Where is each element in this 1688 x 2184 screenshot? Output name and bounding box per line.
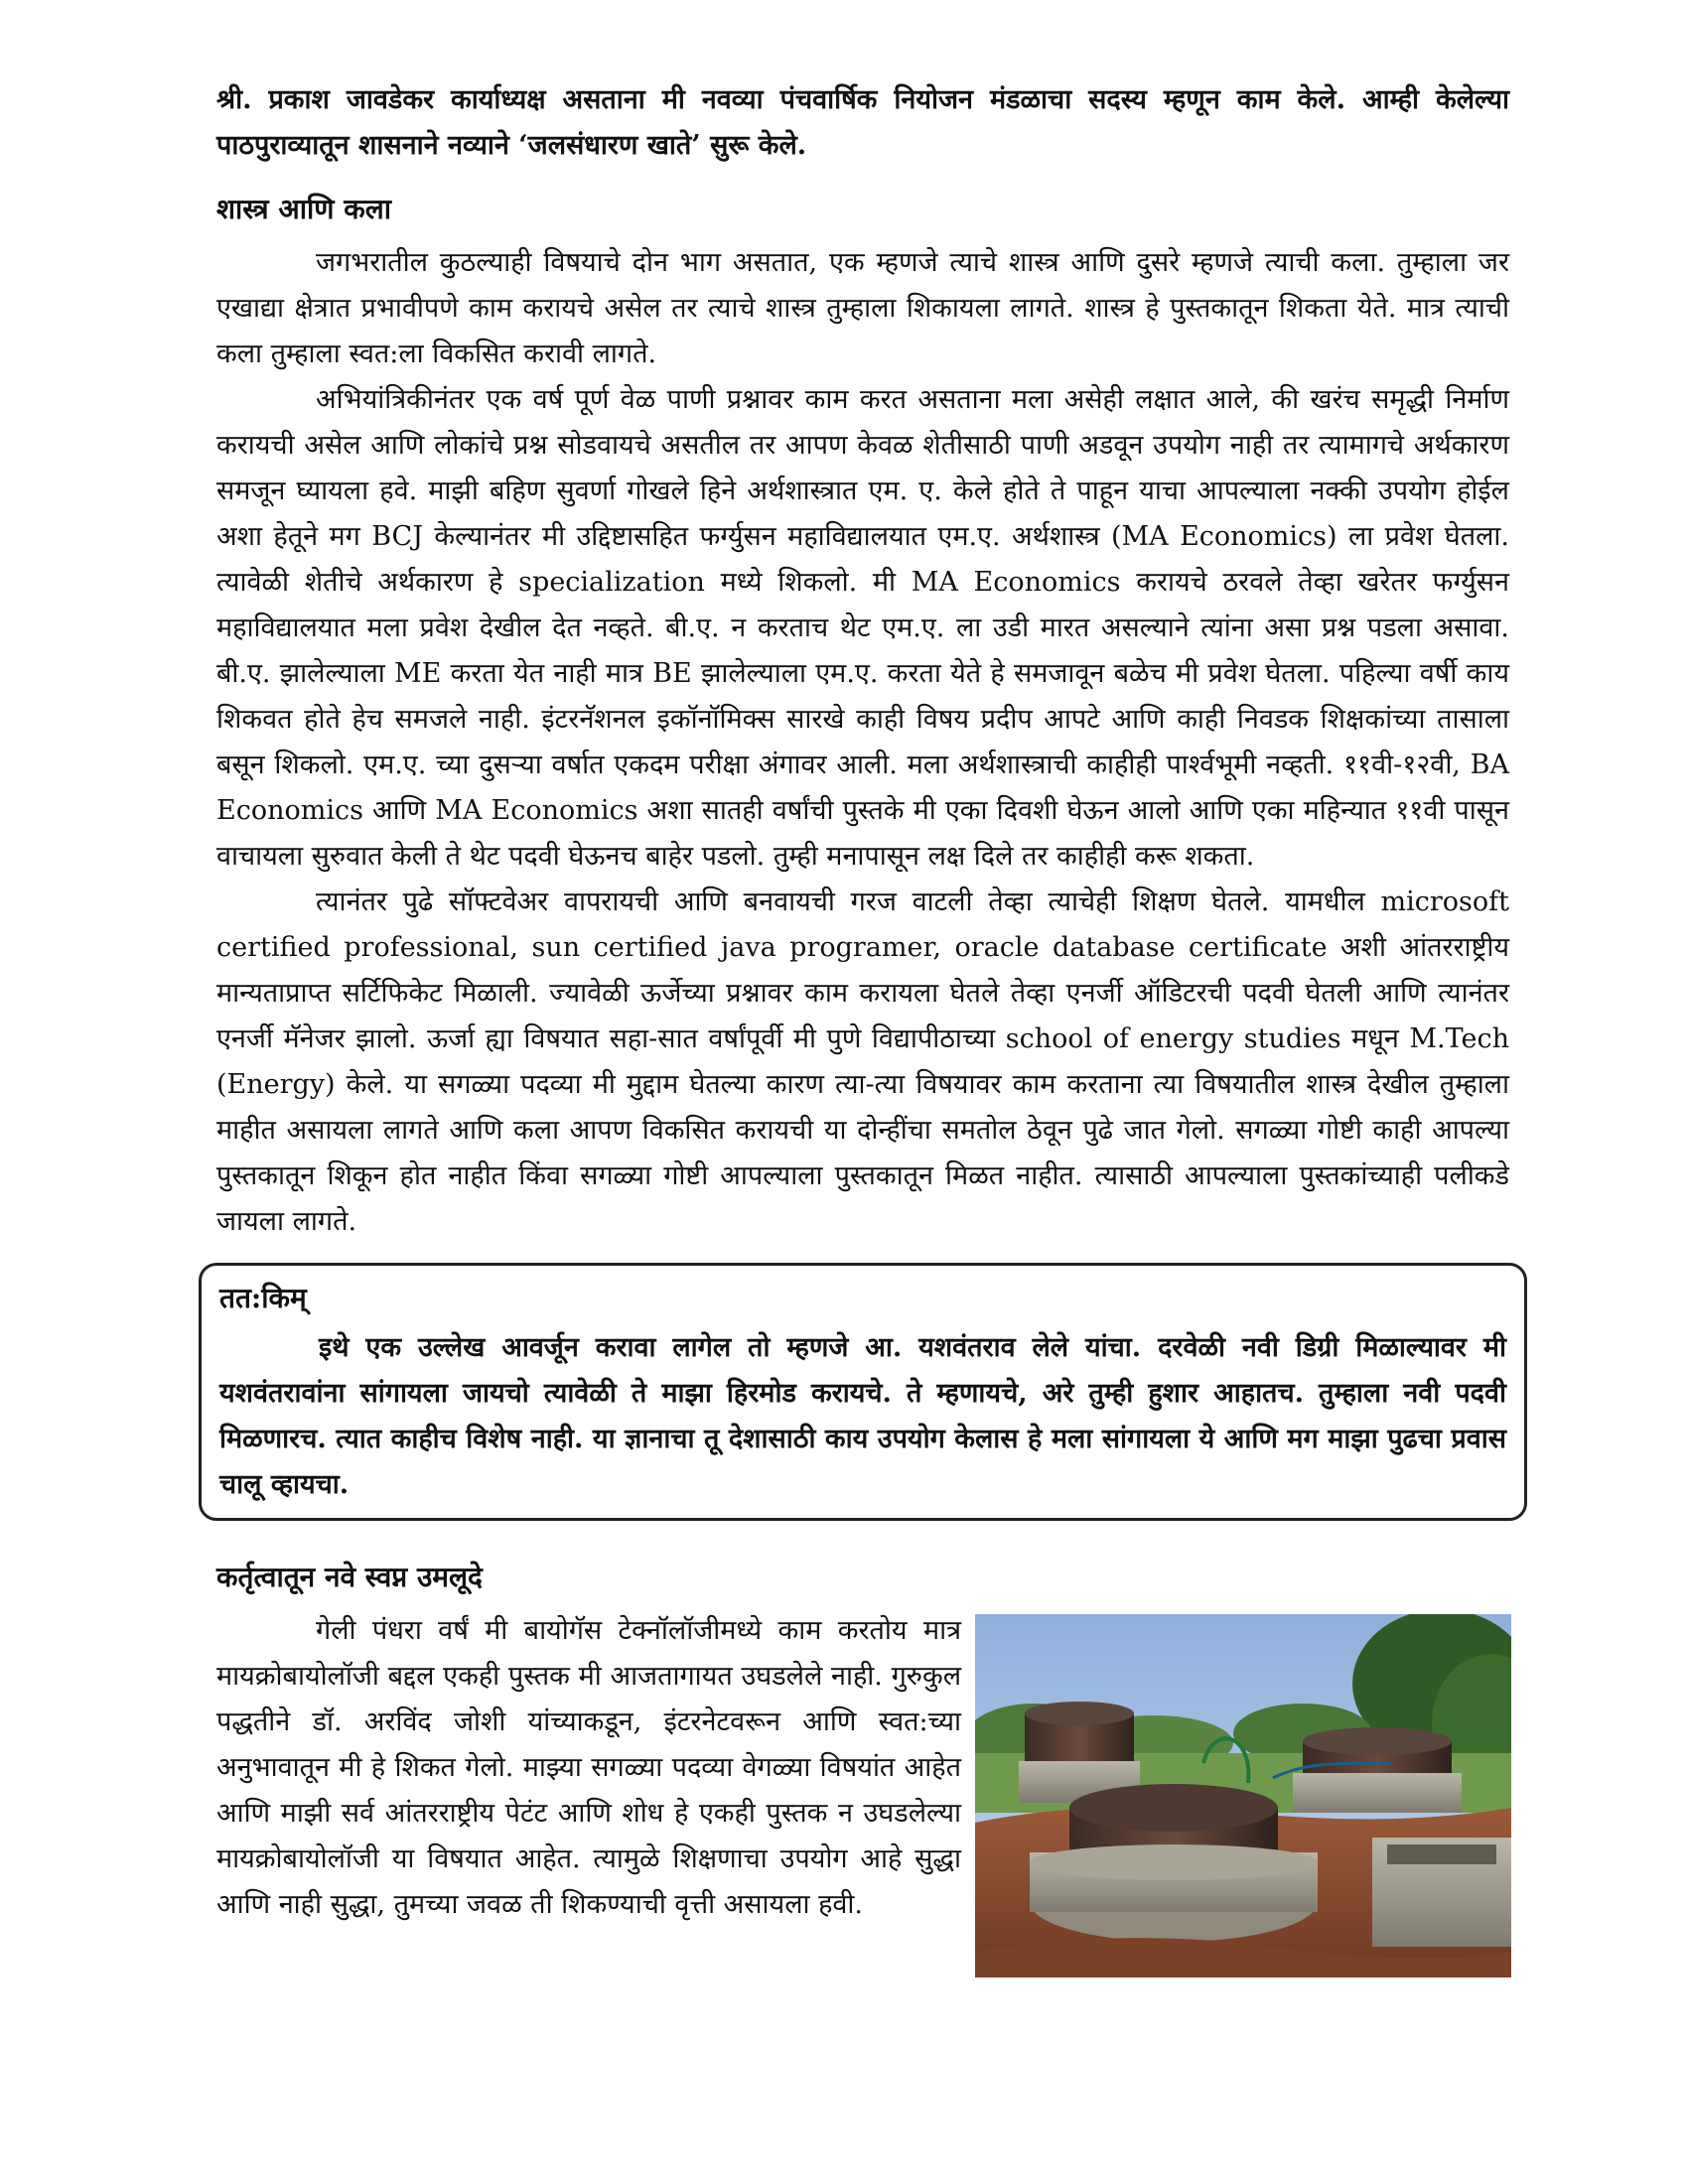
body-paragraph: अभियांत्रिकीनंतर एक वर्ष पूर्ण वेळ पाणी प्रश्नावर काम करत असताना मला असेही लक्षात आले, की खरंच समृद्धी निर्माण करायची असेल आणि लोकांचे प्रश्न सोडवायचे असतील तर आपण केवळ शेतीसाठी पाणी अडवून उपयोग नाही तर त्यामागचे अर्थकारण समजून घ्यायला हवे. माझी बहिण सुवर्णा गोखले हिने अर्थशास्त्रात एम. ए. केले होते ते पाहून याचा आपल्याला नक्की उपयोग होईल अशा हेतूने मग BCJ केल्यानंतर मी उद्दिष्टासहित फर्ग्युसन महाविद्यालयात एम.ए. अर्थशास्त्र (MA Economics) ला प्रवेश घेतला. त्यावेळी शेतीचे अर्थकारण हे specialization मध्ये शिकलो. मी MA Economics करायचे ठरवले तेव्हा खरेतर फर्ग्युसन महाविद्यालयात मला प्रवेश देखील देत नव्हते. बी.ए. न करताच थेट एम.ए. ला उडी मारत असल्याने त्यांना असा प्रश्न पडला असावा. बी.ए. झालेल्याला ME करता येत नाही मात्र BE झालेल्याला एम.ए. करता येते हे समजावून बळेच मी प्रवेश घेतला. पहिल्या वर्षी काय शिकवत होते हेच समजले नाही. इंटरनॅशनल इकॉनॉमिक्स सारखे काही विषय प्रदीप आपटे आणि काही निवडक शिक्षकांच्या तासाला बसून शिकलो. एम.ए. च्या दुसऱ्या वर्षात एकदम परीक्षा अंगावर आली. मला अर्थशास्त्राची काहीही पार्श्वभूमी नव्हती. ११वी-१२वी, BA Economics आणि MA Economics अशा सातही वर्षांची पुस्तके मी एका दिवशी घेऊन आलो आणि एका महिन्यात ११वी पासून वाचायला सुरुवात केली ते थेट पदवी घेऊनच बाहेर पडलो. तुम्ही मनापासून लक्ष दिले तर काहीही करू शकता.: [216, 384, 1509, 872]
section-heading-shastra-kala: शास्त्र आणि कला: [216, 193, 391, 225]
callout-title: तत:किम्: [219, 1282, 307, 1314]
callout-box: [199, 1263, 1527, 1521]
section-heading-kartutva: कर्तृत्वातून नवे स्वप्न उमलूदे: [216, 1561, 483, 1593]
biogas-plant-illustration: [975, 1614, 1511, 1978]
body-paragraph: त्यानंतर पुढे सॉफ्टवेअर वापरायची आणि बनवायची गरज वाटली तेव्हा त्याचेही शिक्षण घेतले. यामधील microsoft certified professional, sun certified java programer, oracle database certificate अशी आंतरराष्ट्रीय मान्यताप्राप्त सर्टिफिकेट मिळाली. ज्यावेळी ऊर्जेच्या प्रश्नावर काम करायला घेतले तेव्हा एनर्जी ऑडिटरची पदवी घेतली आणि त्यानंतर एनर्जी मॅनेजर झालो. ऊर्जा ह्या विषयात सहा-सात वर्षांपूर्वी मी पुणे विद्यापीठाच्या school of energy studies मधून M.Tech (Energy) केले. या सगळ्या पदव्या मी मुद्दाम घेतल्या कारण त्या-त्या विषयावर काम करताना त्या विषयातील शास्त्र देखील तुम्हाला माहीत असायला लागते आणि कला आपण विकसित करायची या दोन्हींचा समतोल ठेवून पुढे जात गेलो. सगळ्या गोष्टी काही आपल्या पुस्तकातून शिकून होत नाहीत किंवा सगळ्या गोष्टी आपल्याला पुस्तकातून मिळत नाहीत. त्यासाठी आपल्याला पुस्तकांच्याही पलीकडे जायला लागते.: [216, 887, 1509, 1237]
section2-body: [216, 1608, 1509, 1928]
biogas-plant-photo: [975, 1614, 1511, 1978]
document-page: [216, 77, 1509, 1928]
section2-text-column: [216, 1608, 961, 1928]
callout-text: इथे एक उल्लेख आवर्जून करावा लागेल तो म्हणजे आ. यशवंतराव लेले यांचा. दरवेळी नवी डिग्री मिळाल्यावर मी यशवंतरावांना सांगायला जायचो त्यावेळी ते माझा हिरमोड करायचे. ते म्हणायचे, अरे तुम्ही हुशार आहातच. तुम्हाला नवी पदवी मिळणारच. त्यात काहीच विशेष नाही. या ज्ञानाचा तू देशासाठी काय उपयोग केलास हे मला सांगायला ये आणि मग माझा पुढचा प्रवास चालू व्हायचा.: [219, 1332, 1506, 1500]
intro-paragraph: श्री. प्रकाश जावडेकर कार्याध्यक्ष असताना मी नवव्या पंचवार्षिक नियोजन मंडळाचा सदस्य म्हणून काम केले. आम्ही केलेल्या पाठपुराव्यातून शासनाने नव्याने ‘जलसंधारण खाते’ सुरू केले.: [216, 84, 1509, 161]
body-paragraph: जगभरातील कुठल्याही विषयाचे दोन भाग असतात, एक म्हणजे त्याचे शास्त्र आणि दुसरे म्हणजे त्याची कला. तुम्हाला जर एखाद्या क्षेत्रात प्रभावीपणे काम करायचे असेल तर त्याचे शास्त्र तुम्हाला शिकायला लागते. शास्त्र हे पुस्तकातून शिकता येते. मात्र त्याची कला तुम्हाला स्वत:ला विकसित करावी लागते.: [216, 247, 1509, 369]
body-paragraph: गेली पंधरा वर्षं मी बायोगॅस टेक्नॉलॉजीमध्ये काम करतोय मात्र मायक्रोबायोलॉजी बद्दल एकही पुस्तक मी आजतागायत उघडलेले नाही. गुरुकुल पद्धतीने डॉ. अरविंद जोशी यांच्याकडून, इंटरनेटवरून आणि स्वत:च्या अनुभावातून मी हे शिकत गेलो. माझ्या सगळ्या पदव्या वेगळ्या विषयांत आहेत आणि माझी सर्व आंतरराष्ट्रीय पेटंट आणि शोध हे एकही पुस्तक न उघडलेल्या मायक्रोबायोलॉजी या विषयात आहेत. त्यामुळे शिक्षणाचा उपयोग आहे सुद्धा आणि नाही सुद्धा, तुमच्या जवळ ती शिकण्याची वृत्ती असायला हवी.: [216, 1615, 961, 1920]
